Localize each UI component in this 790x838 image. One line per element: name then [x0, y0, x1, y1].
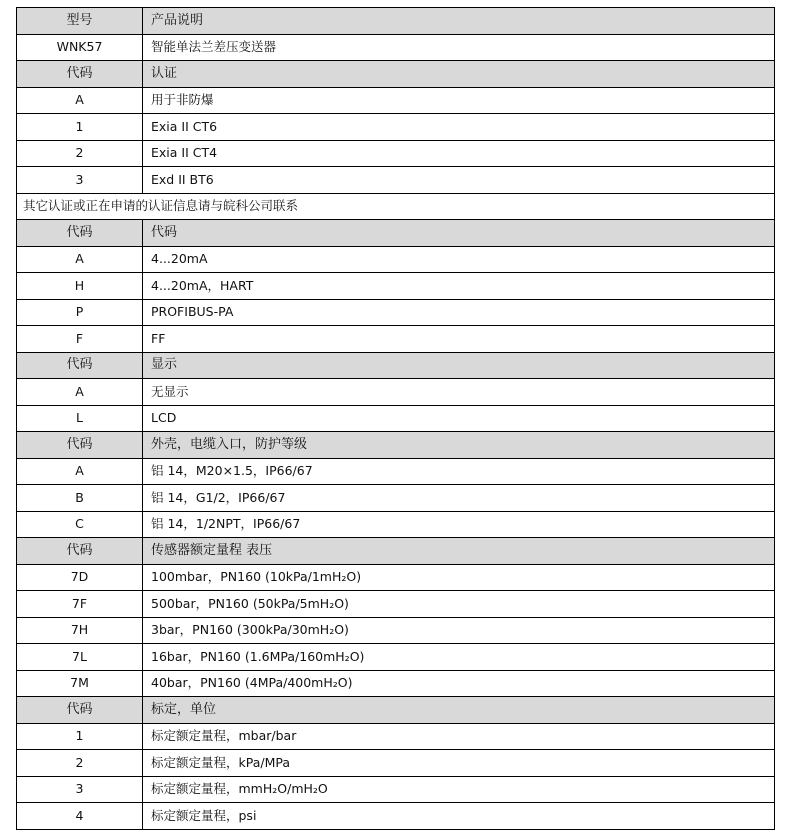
section-header-row	[17, 220, 775, 247]
code-cell: 7H	[17, 617, 143, 644]
table-row	[17, 273, 775, 300]
code-cell: A	[17, 87, 143, 114]
note-text: 其它认证或正在申请的认证信息请与皖科公司联系	[17, 193, 775, 220]
code-cell: C	[17, 511, 143, 538]
code-cell: 7F	[17, 591, 143, 618]
header-description-cell: 代码	[143, 220, 775, 247]
description-cell: 40bar，PN160 (4MPa/400mH₂O)	[143, 670, 775, 697]
description-cell: FF	[143, 326, 775, 353]
table-row	[17, 750, 775, 777]
table-row	[17, 326, 775, 353]
description-cell: Exia II CT4	[143, 140, 775, 167]
section-header-row	[17, 8, 775, 35]
code-cell: L	[17, 405, 143, 432]
spec-table-body	[17, 8, 775, 830]
code-cell: B	[17, 485, 143, 512]
code-cell: F	[17, 326, 143, 353]
description-cell: 铝 14，G1/2，IP66/67	[143, 485, 775, 512]
description-cell: 用于非防爆	[143, 87, 775, 114]
header-description-cell: 传感器额定量程 表压	[143, 538, 775, 565]
header-code-cell: 代码	[17, 220, 143, 247]
header-description-cell: 外壳，电缆入口，防护等级	[143, 432, 775, 459]
code-cell: 3	[17, 167, 143, 194]
header-code-cell: 代码	[17, 432, 143, 459]
description-cell: 标定额定量程，kPa/MPa	[143, 750, 775, 777]
description-cell: 标定额定量程，psi	[143, 803, 775, 830]
code-cell: 3	[17, 776, 143, 803]
note-row	[17, 193, 775, 220]
code-cell: 2	[17, 750, 143, 777]
table-row	[17, 485, 775, 512]
section-header-row	[17, 538, 775, 565]
table-row	[17, 803, 775, 830]
table-row	[17, 644, 775, 671]
table-row	[17, 246, 775, 273]
description-cell: 500bar，PN160 (50kPa/5mH₂O)	[143, 591, 775, 618]
description-cell: 标定额定量程，mbar/bar	[143, 723, 775, 750]
description-cell: 智能单法兰差压变送器	[143, 34, 775, 61]
code-cell: P	[17, 299, 143, 326]
section-header-row	[17, 697, 775, 724]
description-cell: Exia II CT6	[143, 114, 775, 141]
table-row	[17, 87, 775, 114]
header-code-cell: 代码	[17, 61, 143, 88]
code-cell: 4	[17, 803, 143, 830]
table-row	[17, 458, 775, 485]
header-description-cell: 产品说明	[143, 8, 775, 35]
table-row	[17, 379, 775, 406]
code-cell: 7M	[17, 670, 143, 697]
code-cell: A	[17, 246, 143, 273]
table-row	[17, 723, 775, 750]
table-row	[17, 167, 775, 194]
table-row	[17, 299, 775, 326]
section-header-row	[17, 61, 775, 88]
header-description-cell: 认证	[143, 61, 775, 88]
table-row	[17, 670, 775, 697]
code-cell: H	[17, 273, 143, 300]
table-row	[17, 617, 775, 644]
description-cell: 4...20mA	[143, 246, 775, 273]
code-cell: A	[17, 379, 143, 406]
header-code-cell: 代码	[17, 697, 143, 724]
header-code-cell: 代码	[17, 538, 143, 565]
description-cell: 4...20mA，HART	[143, 273, 775, 300]
table-row	[17, 776, 775, 803]
code-cell: 2	[17, 140, 143, 167]
code-cell: WNK57	[17, 34, 143, 61]
description-cell: 铝 14，1/2NPT，IP66/67	[143, 511, 775, 538]
description-cell: 3bar，PN160 (300kPa/30mH₂O)	[143, 617, 775, 644]
description-cell: LCD	[143, 405, 775, 432]
section-header-row	[17, 352, 775, 379]
header-description-cell: 标定，单位	[143, 697, 775, 724]
table-row	[17, 511, 775, 538]
header-description-cell: 显示	[143, 352, 775, 379]
description-cell: Exd II BT6	[143, 167, 775, 194]
header-code-cell: 型号	[17, 8, 143, 35]
description-cell: 无显示	[143, 379, 775, 406]
code-cell: 7D	[17, 564, 143, 591]
description-cell: 铝 14，M20×1.5，IP66/67	[143, 458, 775, 485]
description-cell: 标定额定量程，mmH₂O/mH₂O	[143, 776, 775, 803]
table-row	[17, 591, 775, 618]
code-cell: 1	[17, 723, 143, 750]
description-cell: PROFIBUS-PA	[143, 299, 775, 326]
product-spec-table	[16, 7, 775, 830]
table-row	[17, 564, 775, 591]
description-cell: 16bar，PN160 (1.6MPa/160mH₂O)	[143, 644, 775, 671]
table-row	[17, 114, 775, 141]
table-row	[17, 405, 775, 432]
code-cell: 1	[17, 114, 143, 141]
section-header-row	[17, 432, 775, 459]
header-code-cell: 代码	[17, 352, 143, 379]
code-cell: 7L	[17, 644, 143, 671]
description-cell: 100mbar，PN160 (10kPa/1mH₂O)	[143, 564, 775, 591]
table-row	[17, 140, 775, 167]
table-row	[17, 34, 775, 61]
code-cell: A	[17, 458, 143, 485]
